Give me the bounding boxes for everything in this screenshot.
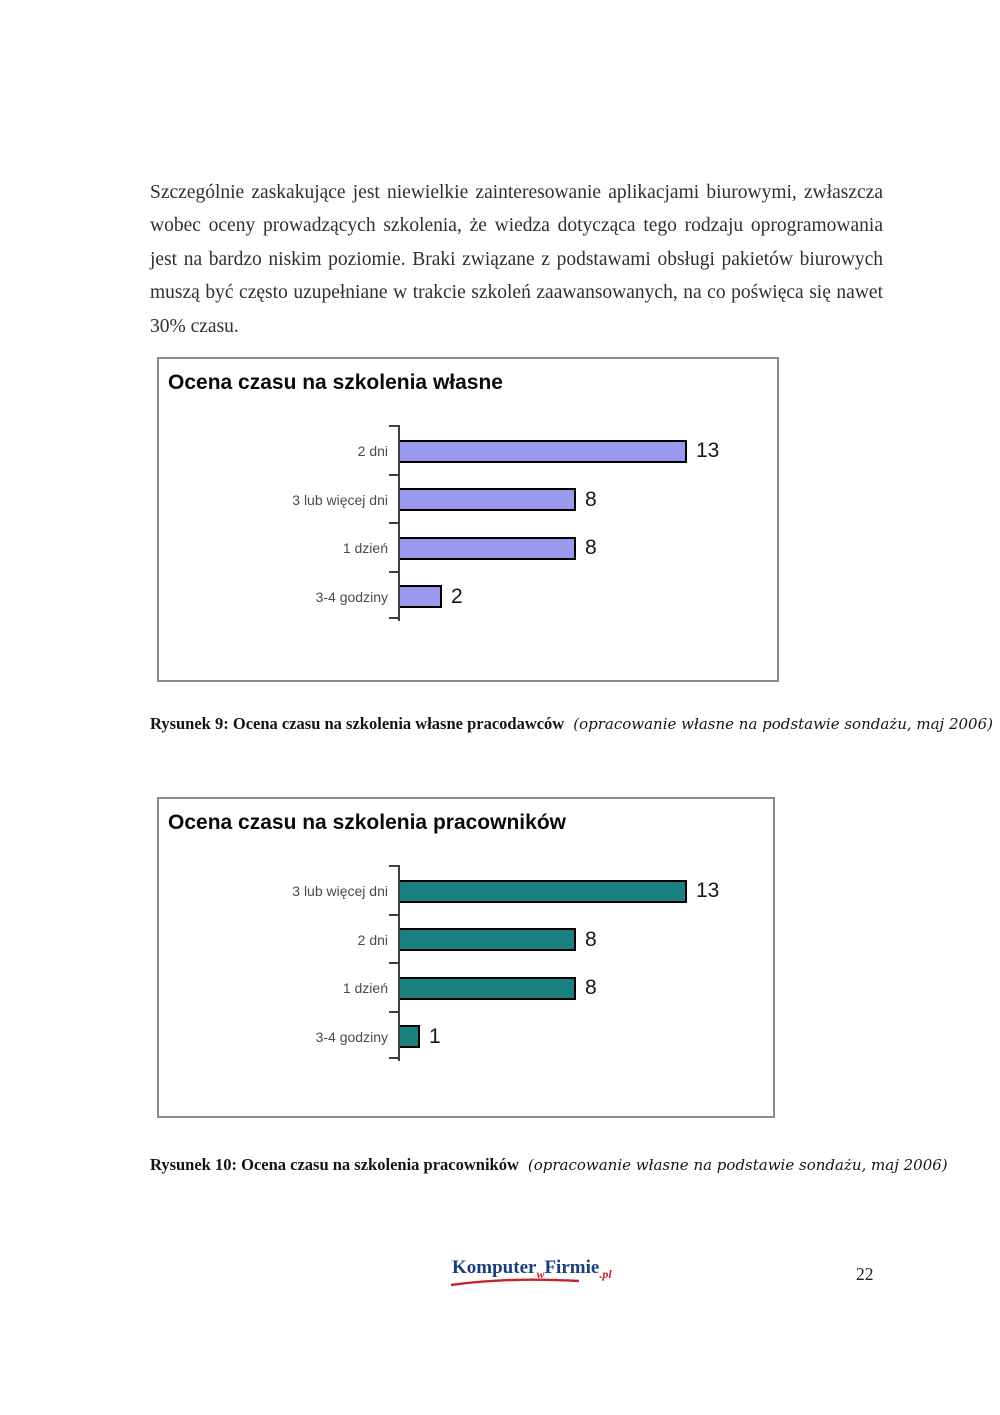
axis-tick — [389, 474, 398, 476]
bar — [398, 440, 687, 463]
bar — [398, 585, 442, 608]
chart-category-row — [159, 427, 719, 476]
bar — [398, 537, 576, 560]
bar — [398, 880, 687, 903]
komputer-w-firmie-logo — [452, 1257, 612, 1279]
chart-category-row — [159, 916, 719, 965]
chart-category-row — [159, 867, 719, 916]
body-paragraph: Szczególnie zaskakujące jest niewielkie zainteresowanie aplikacjami biurowymi, zwłaszcza wobec oceny prowadzących szkolenia, że wiedza dotycząca tego rodzaju oprogramowania jest na bardzo niskim poziomie. Braki związane z podstawami obsługi pakietów biurowych muszą być często uzupełniane w trakcie szkoleń zaawansowanych, na co poświęca się nawet 30% czasu. — [150, 181, 883, 337]
chart-category-row — [159, 1013, 719, 1062]
value-label: 1 — [429, 1024, 441, 1048]
figure-9-chart — [157, 357, 779, 682]
bar — [398, 977, 576, 1000]
chart-axis — [398, 865, 400, 1061]
value-label: 13 — [696, 879, 720, 903]
category-label: 1 dzień — [342, 540, 388, 557]
logo-text-firmie: Firmie — [544, 1257, 600, 1278]
axis-tick — [389, 962, 398, 964]
axis-tick — [389, 914, 398, 916]
figure-10-caption-title: Rysunek 10: Ocena czasu na szkolenia pracowników — [150, 1155, 519, 1174]
value-label: 2 — [451, 584, 463, 608]
chart-category-row — [159, 573, 719, 622]
figure-10-chart — [157, 797, 775, 1118]
figure-9-caption-title: Rysunek 9: Ocena czasu na szkolenia własne pracodawców — [150, 714, 565, 733]
chart-category-row — [159, 964, 719, 1013]
category-label: 3-4 godziny — [315, 588, 388, 605]
logo-text-komputer: Komputer — [452, 1257, 537, 1278]
bar — [398, 1025, 420, 1048]
chart-category-row — [159, 524, 719, 573]
value-label: 8 — [585, 927, 597, 951]
bar — [398, 928, 576, 951]
logo-text-w: w — [536, 1267, 545, 1281]
axis-tick — [389, 425, 398, 427]
chart-axis — [398, 425, 400, 621]
figure-9-caption-source: (opracowanie własne na podstawie sondażu, maj 2006) — [573, 715, 993, 733]
axis-tick — [389, 1011, 398, 1013]
chart-title: Ocena czasu na szkolenia pracowników — [168, 811, 566, 834]
figure-10-caption — [150, 1155, 948, 1175]
figure-10-caption-source: (opracowanie własne na podstawie sondażu, maj 2006) — [527, 1156, 948, 1174]
chart-category-row — [159, 476, 719, 525]
value-label: 13 — [696, 439, 720, 463]
category-label: 3 lub więcej dni — [292, 883, 388, 900]
logo-underline-swoosh — [449, 1277, 581, 1287]
value-label: 8 — [585, 487, 597, 511]
category-label: 2 dni — [357, 931, 388, 948]
figure-9-caption — [150, 714, 993, 734]
bar — [398, 488, 576, 511]
logo-text-pl: .pl — [599, 1267, 612, 1281]
category-label: 3-4 godziny — [315, 1028, 388, 1045]
category-label: 1 dzień — [342, 980, 388, 997]
chart-rows — [159, 427, 719, 621]
axis-tick — [389, 617, 398, 619]
chart-rows — [159, 867, 719, 1061]
axis-tick — [389, 865, 398, 867]
value-label: 8 — [585, 536, 597, 560]
axis-tick — [389, 571, 398, 573]
category-label: 2 dni — [357, 443, 388, 460]
category-label: 3 lub więcej dni — [292, 491, 388, 508]
axis-tick — [389, 1057, 398, 1059]
page-number: 22 — [856, 1264, 874, 1284]
axis-tick — [389, 522, 398, 524]
chart-title: Ocena czasu na szkolenia własne — [168, 371, 503, 394]
value-label: 8 — [585, 976, 597, 1000]
